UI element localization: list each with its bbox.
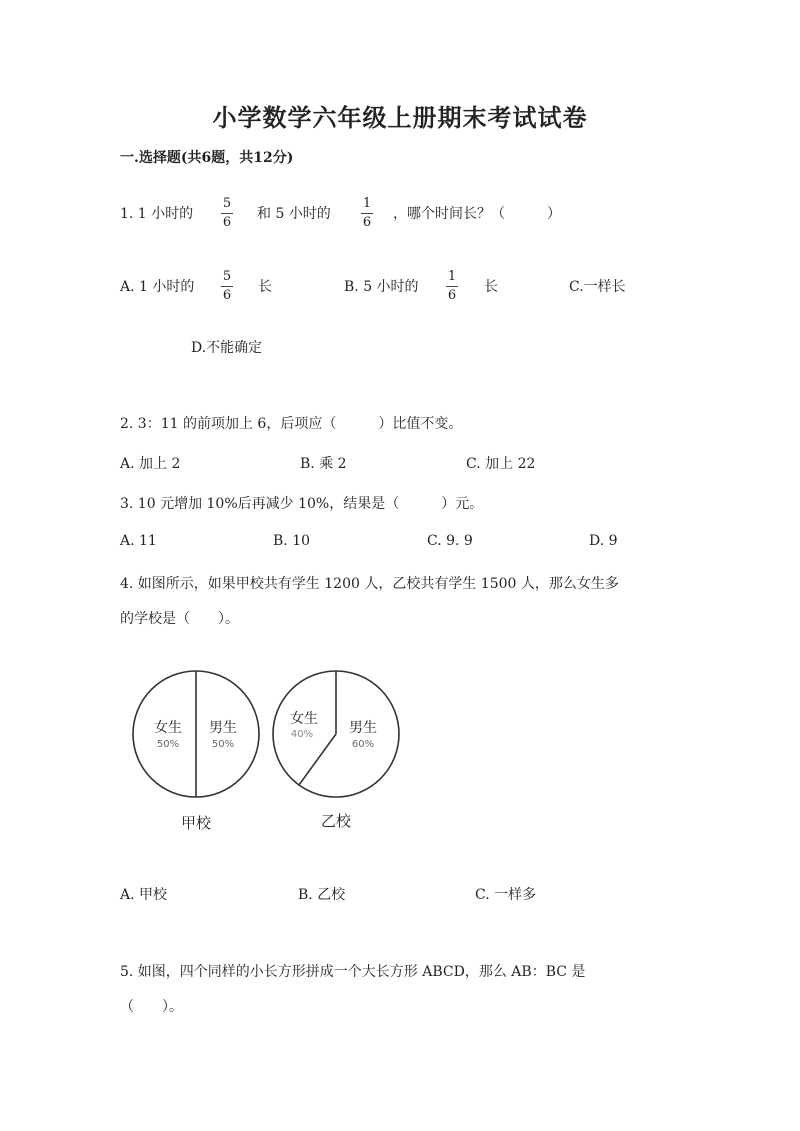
q1-option-c: C.一样长 — [569, 279, 626, 295]
pie-slice-label: 男生 — [349, 720, 377, 736]
q4-option-a: A. 甲校 — [120, 887, 168, 903]
fraction-bar — [221, 213, 233, 214]
q2-text: 2. 3：11 的前项加上 6，后项应（ ）比值不变。 — [120, 416, 463, 432]
q1-option-a-fraction — [221, 269, 233, 304]
fraction-numerator: 5 — [222, 269, 232, 284]
q1-option-a-prefix: A. 1 小时的 — [120, 279, 195, 295]
q1-option-d: D.不能确定 — [191, 340, 263, 356]
q4-text-line1: 4. 如图所示，如果甲校共有学生 1200 人，乙校共有学生 1500 人，那么女生多 — [120, 576, 619, 592]
q1-fraction-2 — [361, 196, 373, 231]
q2-option-c: C. 加上 22 — [466, 456, 536, 472]
pie-slice-value-label: 50% — [156, 739, 180, 750]
q3-option-a: A. 11 — [120, 533, 157, 549]
fraction-bar — [446, 286, 458, 287]
pie-chart-title: 甲校 — [180, 814, 212, 832]
pie-chart-yi — [273, 671, 399, 830]
pie-charts-figure — [120, 660, 420, 840]
pie-slice-label: 女生 — [290, 711, 318, 727]
q2-option-b: B. 乘 2 — [300, 456, 347, 472]
pie-slice-value-label: 40% — [290, 729, 314, 740]
q1-option-b-fraction — [446, 269, 458, 304]
q3-option-c: C. 9. 9 — [427, 533, 473, 549]
pie-chart-title: 乙校 — [320, 812, 352, 830]
fraction-numerator: 5 — [222, 196, 232, 211]
pie-divider — [299, 734, 336, 785]
q1-suffix: ，哪个时间长？（ ） — [393, 206, 561, 222]
pie-chart-jia — [133, 671, 259, 832]
fraction-bar — [361, 213, 373, 214]
fraction-numerator: 1 — [362, 196, 372, 211]
fraction-denominator: 6 — [222, 288, 232, 303]
q3-option-b: B. 10 — [273, 533, 311, 549]
page-title: 小学数学六年级上册期末考试试卷 — [212, 103, 588, 132]
pie-slice-value-label: 50% — [211, 739, 235, 750]
pie-slice-value-label: 60% — [351, 739, 375, 750]
q1-mid: 和 5 小时的 — [257, 206, 331, 222]
pie-slice-label: 男生 — [209, 720, 237, 736]
fraction-denominator: 6 — [222, 215, 232, 230]
fraction-numerator: 1 — [447, 269, 457, 284]
pie-slice-label: 女生 — [154, 720, 182, 736]
q4-option-c: C. 一样多 — [475, 887, 537, 903]
q5-text-line2: （ ）。 — [120, 999, 183, 1015]
q1-option-a-suffix: 长 — [258, 279, 272, 295]
q2-option-a: A. 加上 2 — [120, 456, 181, 472]
fraction-bar — [221, 286, 233, 287]
q4-option-b: B. 乙校 — [298, 887, 346, 903]
q1-prefix: 1. 1 小时的 — [120, 206, 194, 222]
q3-option-d: D. 9 — [589, 533, 618, 549]
q3-text: 3. 10 元增加 10%后再减少 10%，结果是（ ）元。 — [120, 496, 484, 512]
q1-fraction-1 — [221, 196, 233, 231]
q5-text-line1: 5. 如图，四个同样的小长方形拼成一个大长方形 ABCD，那么 AB：BC 是 — [120, 964, 586, 980]
section-heading: 一.选择题(共6题，共12分) — [120, 150, 294, 166]
fraction-denominator: 6 — [447, 288, 457, 303]
fraction-denominator: 6 — [362, 215, 372, 230]
q1-option-b-suffix: 长 — [484, 279, 498, 295]
q4-text-line2: 的学校是（ ）。 — [120, 611, 239, 627]
q1-option-b-prefix: B. 5 小时的 — [344, 279, 419, 295]
